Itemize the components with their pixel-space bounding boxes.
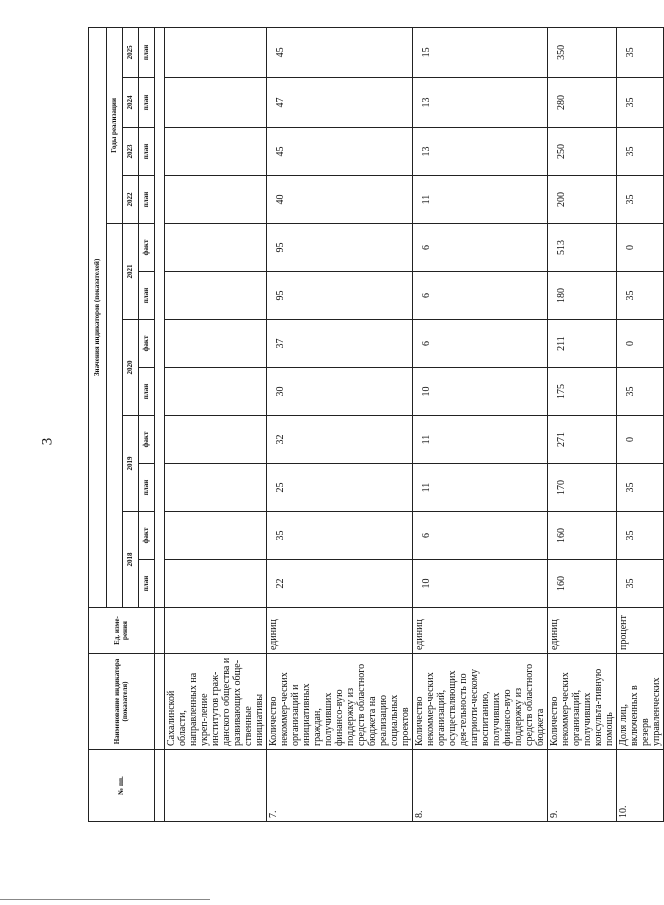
- header-plan: план: [139, 78, 155, 128]
- unit-cell: [165, 608, 267, 654]
- value-cell: 160: [548, 512, 617, 560]
- header-fact: факт: [139, 224, 155, 272]
- header-plan: план: [139, 128, 155, 176]
- value-cell: 211: [548, 320, 617, 368]
- value-cell: 35: [617, 560, 664, 608]
- value-cell: 35: [617, 464, 664, 512]
- header-year-2018: 2018: [123, 512, 139, 608]
- value-cell: 35: [617, 272, 664, 320]
- value-cell: 95: [267, 272, 413, 320]
- value-cell: [165, 27, 267, 77]
- header-values-group: Значения индикаторов (показателей): [89, 27, 107, 607]
- value-cell: 200: [548, 176, 617, 224]
- value-cell: 160: [548, 560, 617, 608]
- value-cell: 25: [267, 464, 413, 512]
- indicator-name: Количество некоммер-ческих организаций и инициативных граждан, получивших финансо-вую поддержку из средств областного бюджета на реализацию социальных проектов: [267, 654, 413, 750]
- value-cell: 15: [413, 27, 548, 77]
- value-cell: [165, 560, 267, 608]
- spacer-cell: [155, 27, 165, 607]
- header-plan: план: [139, 368, 155, 416]
- header-year-2023: 2023: [123, 128, 139, 176]
- value-cell: 35: [617, 78, 664, 128]
- value-cell: 0: [617, 224, 664, 272]
- spacer-cell: [155, 750, 165, 822]
- value-cell: 47: [267, 78, 413, 128]
- header-year-2021: 2021: [123, 224, 139, 320]
- value-cell: 180: [548, 272, 617, 320]
- table-row: [413, 27, 548, 821]
- value-cell: 6: [413, 320, 548, 368]
- value-cell: 45: [267, 128, 413, 176]
- header-year-2022: 2022: [123, 176, 139, 224]
- header-plan: план: [139, 464, 155, 512]
- header-plan: план: [139, 176, 155, 224]
- value-cell: 35: [617, 512, 664, 560]
- header-year-2025: 2025: [123, 27, 139, 77]
- row-number: 7.: [267, 750, 413, 822]
- indicators-table: [88, 27, 664, 822]
- value-cell: [165, 78, 267, 128]
- value-cell: 30: [267, 368, 413, 416]
- value-cell: [165, 176, 267, 224]
- value-cell: 0: [617, 320, 664, 368]
- indicator-name: Доля лиц, включенных в резерв управленческих: [617, 654, 664, 750]
- value-cell: 95: [267, 224, 413, 272]
- header-plan: план: [139, 27, 155, 77]
- value-cell: 32: [267, 416, 413, 464]
- value-cell: [165, 128, 267, 176]
- value-cell: [165, 224, 267, 272]
- indicator-name: Сахалинской области, направленных на укреп-ление институтов граж-данского общества и развивающих обще-ственные инициативы: [165, 654, 267, 750]
- value-cell: 175: [548, 368, 617, 416]
- header-plan: план: [139, 272, 155, 320]
- value-cell: 6: [413, 512, 548, 560]
- footer-rule: [0, 899, 210, 900]
- header-fact: факт: [139, 416, 155, 464]
- header-year-2020: 2020: [123, 320, 139, 416]
- value-cell: 6: [413, 224, 548, 272]
- spacer-cell: [155, 608, 165, 654]
- row-number: [165, 750, 267, 822]
- table-body: [165, 27, 664, 821]
- value-cell: [165, 272, 267, 320]
- header-fact: факт: [139, 320, 155, 368]
- value-cell: 10: [413, 560, 548, 608]
- value-cell: 35: [617, 176, 664, 224]
- header-name: Наименование индикатора (показателя): [89, 654, 155, 750]
- header-year-2024: 2024: [123, 78, 139, 128]
- value-cell: 271: [548, 416, 617, 464]
- rotated-table-wrapper: [88, 28, 662, 822]
- value-cell: 0: [617, 416, 664, 464]
- value-cell: 35: [267, 512, 413, 560]
- row-number: 10.: [617, 750, 664, 822]
- header-no: № пп.: [89, 750, 155, 822]
- value-cell: [165, 368, 267, 416]
- value-cell: 22: [267, 560, 413, 608]
- value-cell: 513: [548, 224, 617, 272]
- value-cell: [165, 416, 267, 464]
- indicator-name: Количество некоммер-ческих организаций, получивших консульта-тивную помощь: [548, 654, 617, 750]
- rotated-table-frame: [88, 28, 662, 822]
- value-cell: 350: [548, 27, 617, 77]
- value-cell: 40: [267, 176, 413, 224]
- value-cell: 11: [413, 464, 548, 512]
- unit-cell: единиц: [267, 608, 413, 654]
- value-cell: 250: [548, 128, 617, 176]
- header-years-group: Годы реализации: [107, 27, 123, 223]
- unit-cell: единиц: [548, 608, 617, 654]
- row-number: 8.: [413, 750, 548, 822]
- header-plan: план: [139, 560, 155, 608]
- table-row: [548, 27, 617, 821]
- value-cell: 37: [267, 320, 413, 368]
- header-past-years-spacer: [107, 224, 123, 608]
- table-row: [267, 27, 413, 821]
- value-cell: [165, 320, 267, 368]
- header-unit: Ед. изме-рения: [89, 608, 155, 654]
- spacer-cell: [155, 654, 165, 750]
- value-cell: 11: [413, 176, 548, 224]
- header-fact: факт: [139, 512, 155, 560]
- unit-cell: единиц: [413, 608, 548, 654]
- value-cell: 45: [267, 27, 413, 77]
- value-cell: 35: [617, 368, 664, 416]
- table-row: [617, 27, 664, 821]
- value-cell: 170: [548, 464, 617, 512]
- value-cell: 280: [548, 78, 617, 128]
- value-cell: 11: [413, 416, 548, 464]
- table-row: [165, 27, 267, 821]
- row-number: 9.: [548, 750, 617, 822]
- page-number: 3: [39, 437, 56, 446]
- value-cell: [165, 464, 267, 512]
- value-cell: 35: [617, 27, 664, 77]
- value-cell: 35: [617, 128, 664, 176]
- indicator-name: Количество некоммер-ческих организаций, осуществляющих дея-тельность по патриоти-ческому воспитанию, получивших финансо-вую поддержку из средств областного бюджета: [413, 654, 548, 750]
- value-cell: [165, 512, 267, 560]
- unit-cell: процент: [617, 608, 664, 654]
- value-cell: 6: [413, 272, 548, 320]
- value-cell: 13: [413, 128, 548, 176]
- value-cell: 10: [413, 368, 548, 416]
- value-cell: 13: [413, 78, 548, 128]
- header-year-2019: 2019: [123, 416, 139, 512]
